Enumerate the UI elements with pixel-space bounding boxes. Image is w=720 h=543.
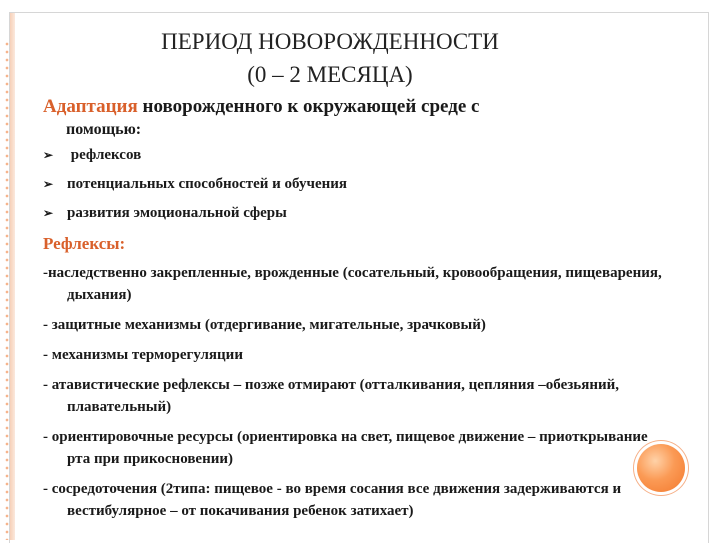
intro-continuation: помощью: bbox=[66, 121, 142, 138]
intro-highlight: Адаптация bbox=[43, 96, 138, 117]
intro-line bbox=[43, 95, 663, 119]
arrow-bullet-icon: ➢ bbox=[43, 177, 54, 191]
bullet-list bbox=[43, 147, 347, 234]
bullet-item bbox=[43, 176, 347, 205]
bullet-text: рефлексов bbox=[67, 147, 142, 163]
left-dot-border bbox=[5, 40, 9, 540]
title-line-1: ПЕРИОД НОВОРОЖДЕННОСТИ bbox=[161, 29, 499, 54]
reflex-item: -наследственно закрепленные, врожденные (сосательный, кровообращения, пищеварения, дыхания) bbox=[43, 265, 662, 303]
title-line-2: (0 – 2 МЕСЯЦА) bbox=[247, 62, 413, 87]
arrow-bullet-icon: ➢ bbox=[43, 206, 54, 220]
reflex-item: - сосредоточения (2типа: пищевое - во время сосания все движения задерживаются и вестибулярное – от покачивания ребенок затихает) bbox=[43, 481, 622, 519]
bullet-item bbox=[43, 205, 347, 234]
reflexes-heading: Рефлексы: bbox=[43, 234, 126, 253]
reflex-list bbox=[43, 262, 673, 530]
bullet-text: потенциальных способностей и обучения bbox=[67, 176, 347, 192]
reflex-item: - защитные механизмы (отдергивание, мигательные, зрачковый) bbox=[43, 317, 486, 333]
intro-rest: новорожденного к окружающей среде с bbox=[137, 96, 480, 117]
reflex-item: - механизмы терморегуляции bbox=[43, 347, 243, 363]
bullet-text: развития эмоциональной сферы bbox=[67, 205, 287, 221]
slide-title bbox=[90, 25, 570, 91]
reflex-item: - ориентировочные ресурсы (ориентировка на свет, пищевое движение – приоткрывание рта при прикосновении) bbox=[43, 429, 648, 467]
bullet-item bbox=[43, 147, 347, 176]
left-accent-stripe bbox=[10, 13, 15, 540]
reflex-item: - атавистические рефлексы – позже отмирают (отталкивания, цепляния –обезьяний, плавательный) bbox=[43, 377, 619, 415]
arrow-bullet-icon: ➢ bbox=[43, 148, 54, 162]
